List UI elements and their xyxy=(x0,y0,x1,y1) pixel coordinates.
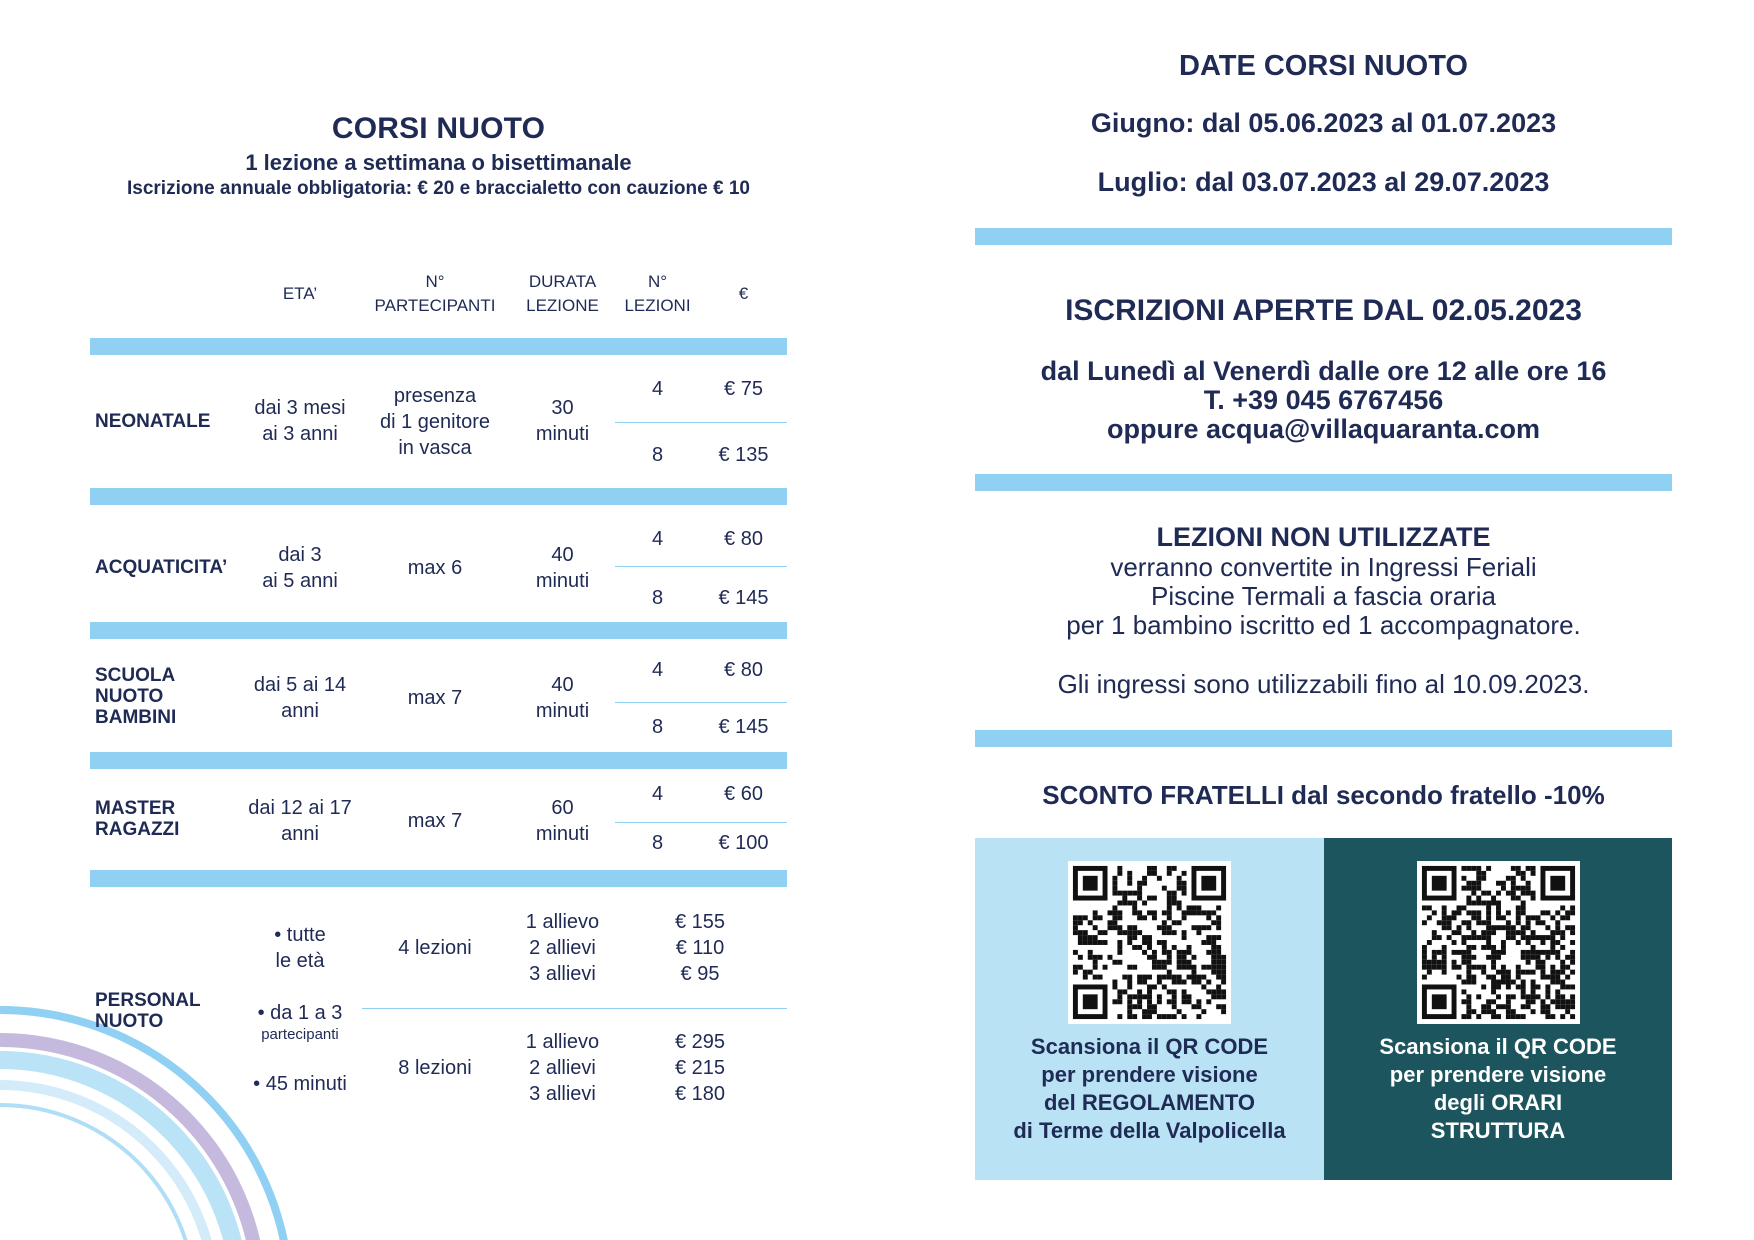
course-name-line: NEONATALE xyxy=(95,411,211,432)
course-duration xyxy=(510,795,615,847)
header-lessons xyxy=(615,270,700,318)
row-divider xyxy=(362,1008,787,1009)
qr-caption-line: Scansiona il QR CODE xyxy=(1379,1034,1617,1059)
package-students xyxy=(505,1029,620,1107)
separator-band xyxy=(90,752,787,769)
qr-caption-line: per prendere visione xyxy=(1041,1062,1258,1087)
course-participants-line: in vasca xyxy=(398,437,472,459)
separator-band xyxy=(90,870,787,887)
course-participants-line: max 7 xyxy=(407,687,463,709)
package-student-line: 1 allievo xyxy=(525,1031,600,1053)
row-divider xyxy=(615,702,787,703)
course-name xyxy=(95,990,201,1032)
course-duration-line: 40 xyxy=(551,674,574,696)
course-age-line: ai 3 anni xyxy=(262,423,338,445)
package-price-line: € 180 xyxy=(674,1083,726,1105)
package-price-line: € 155 xyxy=(674,911,726,933)
lessons-count: 4 xyxy=(651,378,664,400)
header-lessons-line2: LEZIONI xyxy=(624,296,691,315)
personal-feature xyxy=(230,922,370,974)
course-age-line: dai 5 ai 14 xyxy=(253,674,347,696)
package-prices xyxy=(650,909,750,987)
unused-lessons-title: LEZIONI NON UTILIZZATE xyxy=(1156,522,1491,552)
lessons-price: € 60 xyxy=(724,783,763,805)
qr-orari-caption xyxy=(1324,1033,1672,1145)
package-price-line: € 110 xyxy=(675,937,725,959)
personal-feature-line: partecipanti xyxy=(261,1026,339,1043)
course-participants xyxy=(365,808,505,834)
qr-caption-line: del REGOLAMENTO xyxy=(1043,1090,1256,1115)
course-age-line: dai 12 ai 17 xyxy=(248,797,352,819)
course-name-line: BAMBINI xyxy=(95,707,177,728)
unused-lessons-line: Piscine Termali a fascia oraria xyxy=(1151,581,1496,611)
header-lessons-line1: N° xyxy=(647,272,668,291)
course-name xyxy=(95,411,210,432)
separator-band xyxy=(90,338,787,355)
contact-email: oppure acqua@villaquaranta.com xyxy=(1107,414,1540,444)
qr-caption-line: di Terme della Valpolicella xyxy=(1013,1118,1286,1143)
lessons-price: € 80 xyxy=(724,659,763,681)
lessons-count: 8 xyxy=(651,587,664,609)
course-duration-line: minuti xyxy=(535,423,590,445)
course-name-line: PERSONAL xyxy=(95,990,201,1011)
course-name-line: SCUOLA xyxy=(95,665,176,686)
package-student-line: 3 allievi xyxy=(529,963,596,985)
course-age-line: anni xyxy=(281,700,319,722)
course-name xyxy=(95,557,227,578)
header-duration xyxy=(510,270,615,318)
course-name xyxy=(95,798,179,840)
package-prices xyxy=(650,1029,750,1107)
course-duration-line: 60 xyxy=(551,797,574,819)
package-student-line: 1 allievo xyxy=(525,911,600,933)
course-duration-line: 40 xyxy=(551,544,574,566)
course-duration xyxy=(510,542,615,594)
lessons-count: 8 xyxy=(651,716,664,738)
package-students xyxy=(505,909,620,987)
lessons-price: € 135 xyxy=(718,444,769,466)
course-duration-line: minuti xyxy=(535,823,590,845)
header-eta: ETA’ xyxy=(282,284,318,303)
course-age-line: dai 3 xyxy=(278,544,322,566)
package-price-line: € 95 xyxy=(680,963,720,985)
personal-feature-line: • tutte xyxy=(274,924,326,946)
package-student-line: 2 allievi xyxy=(529,937,596,959)
package-price-line: € 215 xyxy=(674,1057,726,1079)
date-june: Giugno: dal 05.06.2023 al 01.07.2023 xyxy=(1090,108,1557,138)
dates-title: DATE CORSI NUOTO xyxy=(1179,50,1468,82)
course-participants xyxy=(365,383,505,461)
qr-code-regolamento[interactable] xyxy=(1068,861,1231,1024)
course-participants-line: di 1 genitore xyxy=(379,411,491,433)
separator-band xyxy=(975,474,1672,491)
course-name-line: NUOTO xyxy=(95,686,164,707)
row-divider xyxy=(615,822,787,823)
personal-feature: • 45 minuti xyxy=(253,1073,347,1095)
separator-band xyxy=(975,228,1672,245)
package-price-line: € 295 xyxy=(674,1031,726,1053)
qr-caption-line: STRUTTURA xyxy=(1430,1118,1566,1143)
header-price: € xyxy=(738,284,749,303)
separator-band xyxy=(90,488,787,505)
package-student-line: 3 allievi xyxy=(529,1083,596,1105)
row-divider xyxy=(615,422,787,423)
enrollment-title: ISCRIZIONI APERTE DAL 02.05.2023 xyxy=(1065,294,1582,327)
course-duration xyxy=(510,672,615,724)
lessons-count: 4 xyxy=(651,659,664,681)
course-age xyxy=(240,395,360,447)
course-participants-line: presenza xyxy=(393,385,477,407)
date-july: Luglio: dal 03.07.2023 al 29.07.2023 xyxy=(1097,167,1550,197)
row-divider xyxy=(615,566,787,567)
course-participants xyxy=(365,685,505,711)
course-duration-line: 30 xyxy=(551,397,574,419)
registration-note: Iscrizione annuale obbligatoria: € 20 e braccialetto con cauzione € 10 xyxy=(127,178,750,199)
course-age xyxy=(240,672,360,724)
course-name-line: ACQUATICITA’ xyxy=(95,557,228,578)
lessons-count: 8 xyxy=(651,444,664,466)
package-student-line: 2 allievi xyxy=(529,1057,596,1079)
course-name-line: MASTER xyxy=(95,798,176,819)
course-participants xyxy=(365,555,505,581)
qr-regolamento-panel[interactable] xyxy=(975,838,1324,1180)
header-participants-line1: N° xyxy=(425,272,445,291)
qr-orari-panel[interactable] xyxy=(1324,838,1672,1180)
personal-feature xyxy=(230,1000,370,1044)
course-age xyxy=(240,542,360,594)
course-name-line: NUOTO xyxy=(95,1011,164,1032)
sibling-discount: SCONTO FRATELLI dal secondo fratello -10% xyxy=(1042,780,1605,810)
course-duration xyxy=(510,395,615,447)
course-age-line: anni xyxy=(281,823,319,845)
contact-hours: dal Lunedì al Venerdì dalle ore 12 alle ore 16 xyxy=(1040,356,1607,386)
lessons-price: € 80 xyxy=(724,528,763,550)
header-duration-line1: DURATA xyxy=(528,272,597,291)
course-name xyxy=(95,665,176,728)
courses-title: CORSI NUOTO xyxy=(331,112,546,145)
qr-caption-line: degli ORARI xyxy=(1433,1090,1563,1115)
header-participants xyxy=(365,270,505,318)
course-duration-line: minuti xyxy=(535,700,590,722)
course-age xyxy=(240,795,360,847)
course-name-line: RAGAZZI xyxy=(95,819,180,840)
package-label: 8 lezioni xyxy=(398,1057,472,1079)
course-age-line: ai 5 anni xyxy=(262,570,338,592)
lessons-count: 8 xyxy=(651,832,664,854)
courses-subtitle: 1 lezione a settimana o bisettimanale xyxy=(245,150,632,175)
lessons-price: € 100 xyxy=(718,832,769,854)
personal-feature-line: le età xyxy=(275,950,325,972)
course-duration-line: minuti xyxy=(535,570,590,592)
lessons-price: € 145 xyxy=(718,716,769,738)
personal-feature-line: • da 1 a 3 xyxy=(257,1002,343,1024)
validity-note: Gli ingressi sono utilizzabili fino al 10.09.2023. xyxy=(1057,669,1590,699)
course-participants-line: max 6 xyxy=(407,557,463,579)
lessons-price: € 145 xyxy=(718,587,769,609)
unused-lessons-line: verranno convertite in Ingressi Feriali xyxy=(1110,552,1537,582)
course-participants-line: max 7 xyxy=(407,810,463,832)
separator-band xyxy=(90,622,787,639)
separator-band xyxy=(975,730,1672,747)
lessons-count: 4 xyxy=(651,783,664,805)
lessons-price: € 75 xyxy=(724,378,763,400)
header-participants-line2: PARTECIPANTI xyxy=(374,296,496,315)
header-duration-line2: LEZIONE xyxy=(526,296,599,315)
qr-caption-line: Scansiona il QR CODE xyxy=(1030,1034,1269,1059)
package-label: 4 lezioni xyxy=(398,937,472,959)
unused-lessons-line: per 1 bambino iscritto ed 1 accompagnatore. xyxy=(1066,610,1581,640)
lessons-count: 4 xyxy=(651,528,664,550)
course-age-line: dai 3 mesi xyxy=(254,397,346,419)
qr-code-orari[interactable] xyxy=(1417,861,1580,1024)
qr-regolamento-caption xyxy=(975,1033,1324,1145)
qr-caption-line: per prendere visione xyxy=(1389,1062,1607,1087)
contact-phone: T. +39 045 6767456 xyxy=(1203,385,1444,415)
